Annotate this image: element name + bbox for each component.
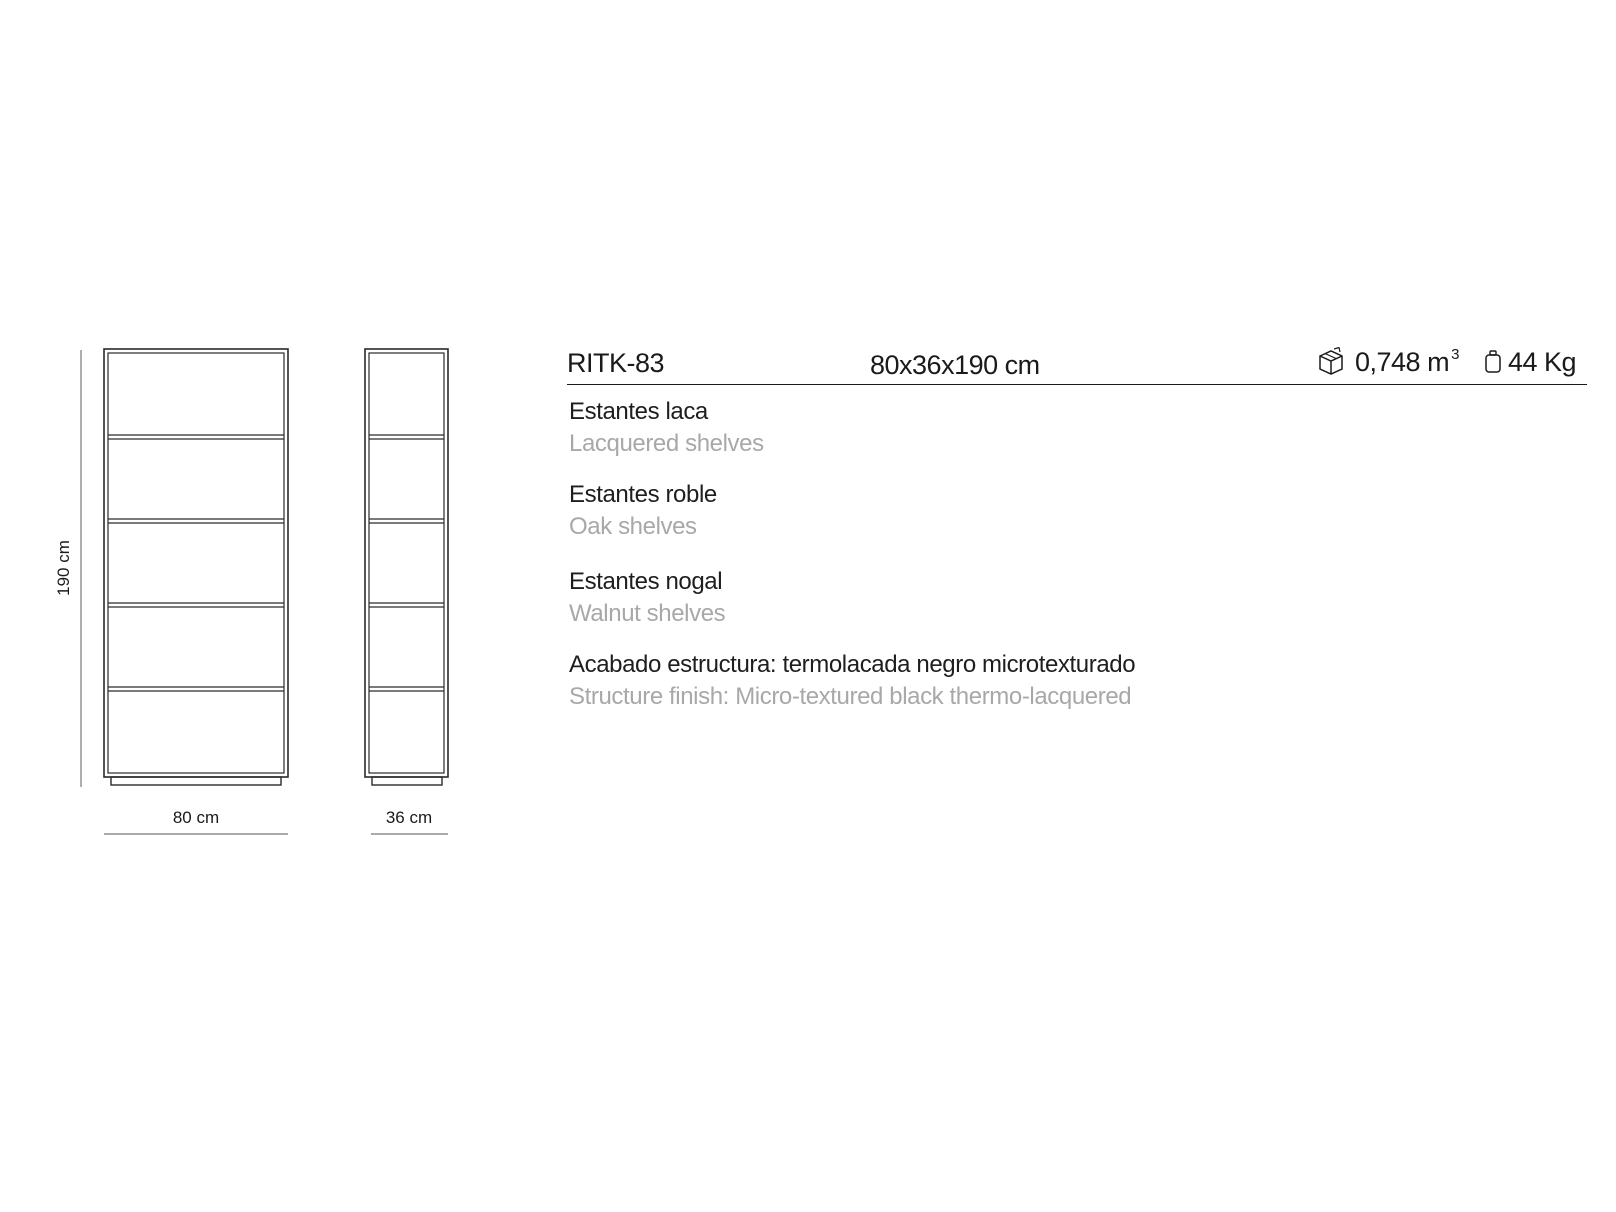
product-volume: 0,748 m xyxy=(1355,347,1450,377)
volume-group xyxy=(1317,344,1459,380)
option-label-en: Lacquered shelves xyxy=(569,430,764,457)
option-label-es: Estantes nogal xyxy=(569,568,723,595)
front-shelves xyxy=(108,435,284,691)
volume-unit-exponent: 3 xyxy=(1451,346,1459,363)
front-inner-frame xyxy=(108,353,284,773)
side-shelves xyxy=(369,435,444,691)
product-weight: 44 Kg xyxy=(1508,346,1577,377)
side-outer-frame xyxy=(365,349,448,777)
option-oak xyxy=(569,479,717,543)
side-inner-frame xyxy=(369,353,444,773)
side-plinth xyxy=(372,777,442,785)
package-box-icon xyxy=(1317,347,1345,377)
front-plinth xyxy=(111,777,281,785)
spec-header xyxy=(567,340,1587,385)
side-view xyxy=(365,349,448,785)
weight-icon xyxy=(1484,347,1502,377)
product-code: RITK-83 xyxy=(567,348,665,378)
option-label-en: Oak shelves xyxy=(569,513,697,540)
weight-group xyxy=(1484,344,1576,380)
option-label-es: Estantes roble xyxy=(569,481,717,508)
option-lacquered xyxy=(569,396,764,460)
option-structure-finish xyxy=(569,649,1135,713)
front-outer-frame xyxy=(104,349,288,777)
option-label-es: Estantes laca xyxy=(569,398,708,425)
option-label-en: Walnut shelves xyxy=(569,600,726,627)
option-label-en: Structure finish: Micro-textured black thermo-lacquered xyxy=(569,683,1132,710)
front-view xyxy=(104,349,288,785)
height-dimension-label: 190 cm xyxy=(54,540,73,596)
option-label-es: Acabado estructura: termolacada negro microtexturado xyxy=(569,651,1136,678)
option-walnut xyxy=(569,566,725,630)
width-dimension-label: 80 cm xyxy=(172,808,220,827)
product-dimensions: 80x36x190 cm xyxy=(870,350,1040,380)
depth-dimension-label: 36 cm xyxy=(385,808,433,827)
